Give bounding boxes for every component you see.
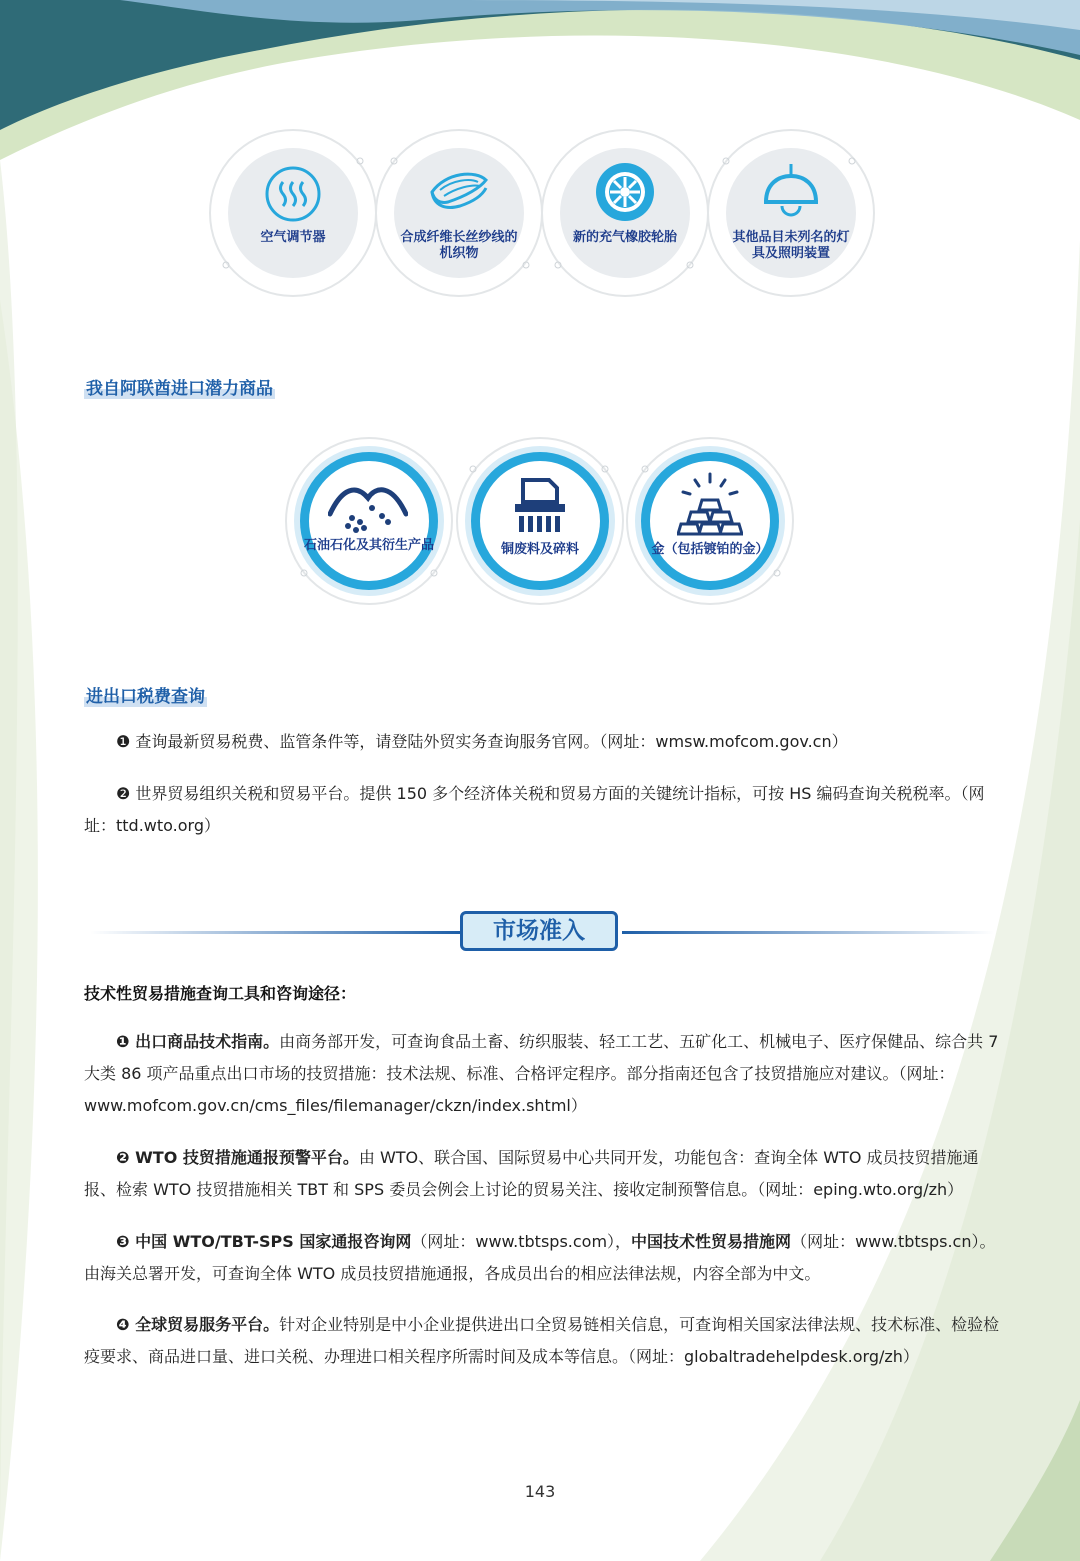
product-label: 空气调节器 xyxy=(260,230,326,245)
section-banner-market-access: 市场准入 xyxy=(460,911,618,951)
tariff-item-1: ❶ 查询最新贸易税费、监管条件等，请登陆外贸实务查询服务官网。（网址：wmsw.mofcom.gov.cn） xyxy=(116,732,848,751)
gold-bars-icon xyxy=(677,472,743,536)
heat-waves-icon xyxy=(263,164,323,224)
section-title-imports: 我自阿联酋进口潜力商品 xyxy=(84,374,275,399)
page-number: 143 xyxy=(524,1482,556,1501)
market-item-2: ❷ WTO 技贸措施通报预警平台。由 WTO、联合国、国际贸易中心共同开发，功能包含：查询全体 WTO 成员技贸措施通报、检索 WTO 技贸措施相关 TBT 和 SPS 委员会例会上讨论的贸易关注、接收定制预警信息。（网址：eping.wto.org/zh） xyxy=(84,1148,979,1199)
section-title-tariff: 进出口税费查询 xyxy=(84,682,207,707)
import-card-gold xyxy=(625,436,795,606)
import-label: 石油石化及其衍生产品 xyxy=(303,538,434,553)
import-card-copper xyxy=(455,436,625,606)
tire-icon xyxy=(593,160,657,224)
fabric-roll-icon xyxy=(426,166,492,216)
product-label: 其他品目未列名的灯具及照明装置 xyxy=(732,230,850,261)
banner-line-right xyxy=(622,931,994,934)
import-label: 铜废料及碎料 xyxy=(500,542,579,557)
market-item-1: ❶ 出口商品技术指南。由商务部开发，可查询食品土畜、纺织服装、轻工工艺、五矿化工、机械电子、医疗保健品、综合共 7 大类 86 项产品重点出口市场的技贸措施：技术法规、标准、合格评定程序。部分指南还包含了技贸措施应对建议。（网址：www.mofcom.gov.cn/cms_files/filemanager/ckzn/index.shtml） xyxy=(84,1032,999,1115)
import-card-petrochemical xyxy=(284,436,454,606)
product-card-fabric xyxy=(374,128,544,298)
import-label: 金（包括镀铂的金） xyxy=(651,542,769,557)
product-label: 新的充气橡胶轮胎 xyxy=(572,230,677,245)
product-card-lamp xyxy=(706,128,876,298)
product-label: 合成纤维长丝纱线的机织物 xyxy=(400,230,518,261)
oil-pile-icon xyxy=(328,478,408,534)
market-item-4: ❹ 全球贸易服务平台。针对企业特别是中小企业提供进出口全贸易链相关信息，可查询相关国家法律法规、技术标准、检验检疫要求、商品进口量、进口关税、办理进口相关程序所需时间及成本等信息。（网址：globaltradehelpdesk.org/zh） xyxy=(84,1315,1000,1366)
shredder-icon xyxy=(513,478,567,534)
product-card-air-conditioner xyxy=(208,128,378,298)
tariff-item-2: ❷ 世界贸易组织关税和贸易平台。提供 150 多个经济体关税和贸易方面的关键统计指标，可按 HS 编码查询关税税率。（网址：ttd.wto.org） xyxy=(84,784,985,835)
market-heading: 技术性贸易措施查询工具和咨询途径： xyxy=(84,984,357,1003)
ceiling-lamp-icon xyxy=(760,162,822,222)
banner-line-left xyxy=(90,931,460,934)
market-item-3: ❸ 中国 WTO/TBT-SPS 国家通报咨询网（网址：www.tbtsps.com），中国技术性贸易措施网（网址：www.tbtsps.cn）。由海关总署开发，可查询全体 WTO 成员技贸措施通报，各成员出台的相应法律法规，内容全部为中文。 xyxy=(84,1232,996,1283)
product-card-tire xyxy=(540,128,710,298)
